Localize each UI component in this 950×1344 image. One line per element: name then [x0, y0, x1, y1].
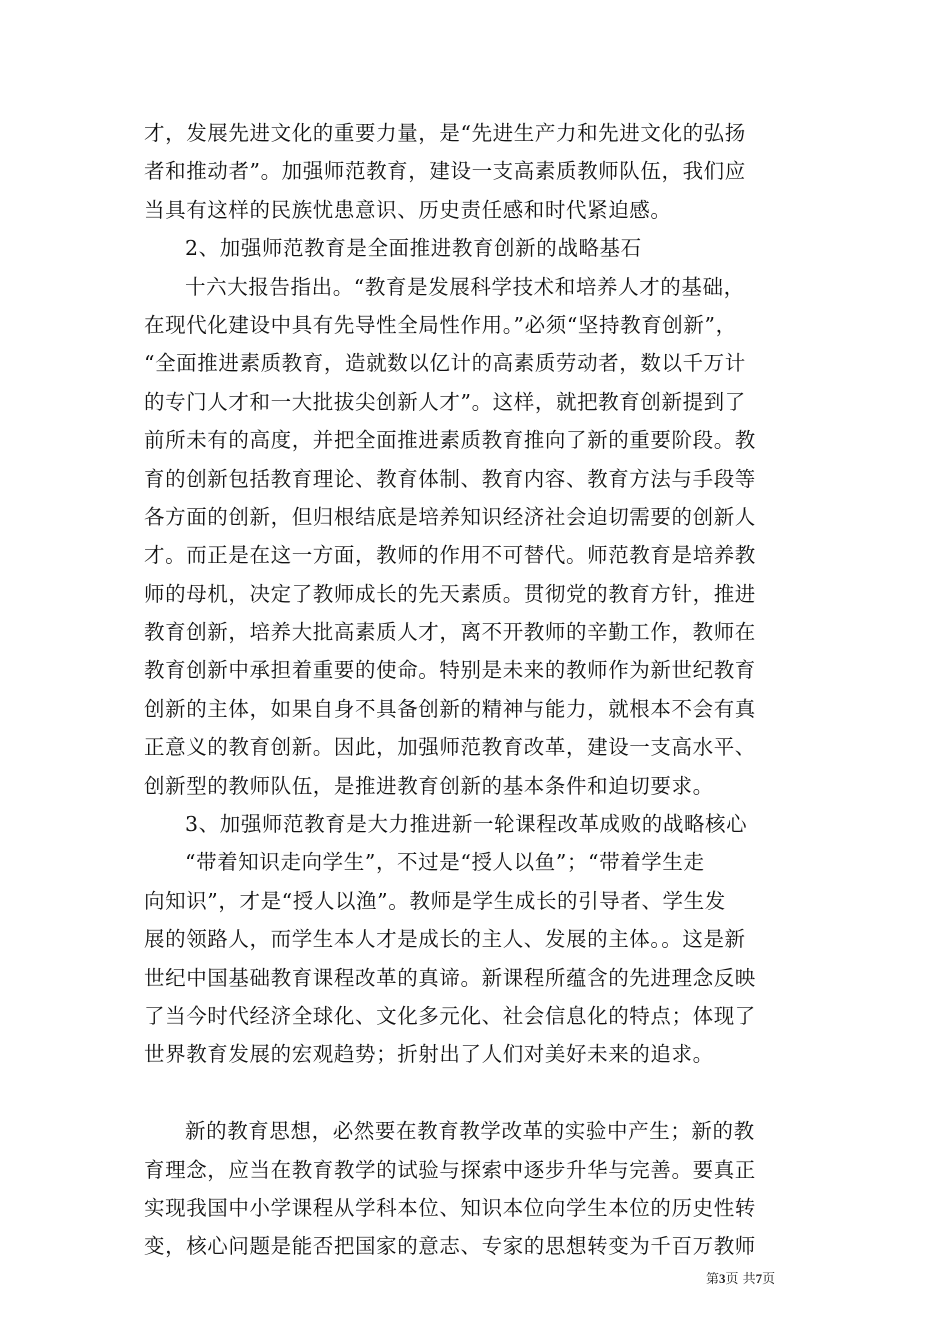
text-line: 前所未有的高度，并把全面推进素质教育推向了新的重要阶段。教: [144, 428, 756, 453]
text-line: 新的教育思想，必然要在教育教学改革的实验中产生；新的教: [185, 1119, 755, 1144]
text-line: 十六大报告指出。“教育是发展科学技术和培养人才的基础，: [185, 274, 745, 299]
footer-suffix: 页: [762, 1272, 776, 1287]
text-line: 各方面的创新，但归根结底是培养知识经济社会迫切需要的创新人: [144, 504, 756, 529]
text-line: 了当今时代经济全球化、文化多元化、社会信息化的特点；体现了: [144, 1003, 756, 1028]
text-line: 师的母机，决定了教师成长的先天素质。贯彻党的教育方针，推进: [144, 581, 756, 606]
text-line: “带着知识走向学生”，不过是“授人以鱼”；“带着学生走: [185, 850, 705, 875]
document-body: [144, 114, 804, 1266]
text-line: “全面推进素质教育，造就数以亿计的高素质劳动者，数以千万计: [144, 351, 746, 376]
text-line: 教育创新，培养大批高素质人才，离不开教师的辛勤工作，教师在: [144, 620, 756, 645]
text-line: 才，发展先进文化的重要力量，是“先进生产力和先进文化的弘扬: [144, 121, 746, 145]
text-line: 变，核心问题是能否把国家的意志、专家的思想转变为千百万教师: [144, 1234, 756, 1259]
text-line: 当具有这样的民族忧患意识、历史责任感和时代紧迫感。: [144, 197, 672, 222]
current-page-number: 3: [719, 1271, 726, 1286]
text-line: 实现我国中小学课程从学科本位、知识本位向学生本位的历史性转: [144, 1195, 756, 1220]
text-line: 者和推动者”。加强师范教育，建设一支高素质教师队伍，我们应: [144, 159, 746, 184]
text-line: 向知识”，才是“授人以渔”。教师是学生成长的引导者、学生发: [144, 888, 726, 913]
text-line: 创新型的教师队伍，是推进教育创新的基本条件和迫切要求。: [144, 773, 714, 798]
page-footer: [706, 1271, 775, 1288]
text-line: 创新的主体，如果自身不具备创新的精神与能力，就根本不会有真: [144, 696, 756, 721]
text-line: 育理念，应当在教育教学的试验与探索中逐步升华与完善。要真正: [144, 1157, 756, 1182]
text-line: 世界教育发展的宏观趋势；折射出了人们对美好未来的追求。: [144, 1042, 714, 1067]
text-line: 教育创新中承担着重要的使命。特别是未来的教师作为新世纪教育: [144, 658, 756, 683]
text-line: 的专门人才和一大批拔尖创新人才”。这样，就把教育创新提到了: [144, 389, 746, 414]
text-line: 育的创新包括教育理论、教育体制、教育内容、教育方法与手段等: [144, 466, 756, 491]
text-line: 在现代化建设中具有先导性全局性作用。”必须“坚持教育创新”，: [144, 312, 737, 337]
footer-prefix: 第: [706, 1272, 720, 1287]
footer-middle: 页 共: [725, 1272, 756, 1287]
text-line: 展的领路人，而学生本人才是成长的主人、发展的主体。。这是新: [144, 927, 746, 952]
text-line: 才。而正是在这一方面，教师的作用不可替代。师范教育是培养教: [144, 543, 756, 568]
text-line: [144, 1074, 804, 1112]
text-line: 正意义的教育创新。因此，加强师范教育改革，建设一支高水平、: [144, 735, 756, 760]
text-line: 3、加强师范教育是大力推进新一轮课程改革成败的战略核心: [185, 812, 748, 837]
text-line: 2、加强师范教育是全面推进教育创新的战略基石: [185, 236, 642, 261]
text-line: 世纪中国基础教育课程改革的真谛。新课程所蕴含的先进理念反映: [144, 965, 756, 990]
total-pages-number: 7: [755, 1271, 763, 1286]
